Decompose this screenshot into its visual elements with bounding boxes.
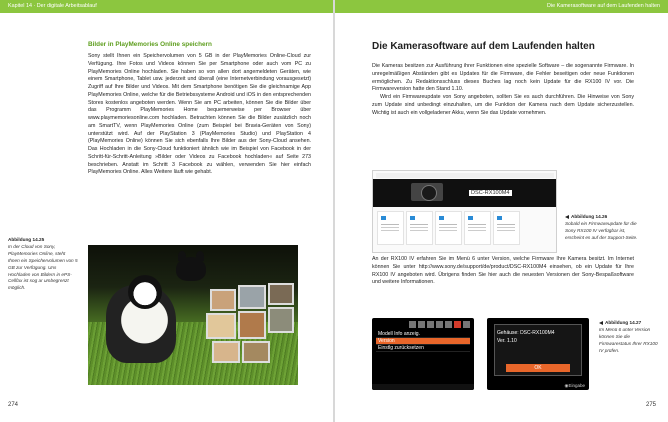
ok-button: OK bbox=[506, 364, 570, 372]
support-tile bbox=[377, 211, 404, 245]
menu-row: Einstlg zurücksetzen bbox=[376, 345, 470, 352]
left-header: Kapitel 14 · Der digitale Arbeitsablauf bbox=[0, 0, 333, 13]
caption-text: Sobald ein Firmwareupdate für die Sony RX100 IV verfügbar ist, erscheint es auf der Support-Seite. bbox=[565, 220, 638, 240]
version-model: Gehäuse: DSC-RX100M4 bbox=[497, 330, 555, 336]
camera-menu-screen bbox=[372, 318, 474, 390]
menu-tab-icon bbox=[445, 321, 452, 328]
photo-tile bbox=[268, 307, 294, 333]
right-body-intro bbox=[372, 63, 634, 117]
right-body-para1: Die Kameras besitzen zur Ausführung ihrer Funktionen eine spezielle Software – die sogenannte Firmware. In unregelmäßigen Abständen gibt es Updates für die Firmware, die Fehler beseitigen oder neue Funktionen ermöglichen. Zu Redaktionsschluss dieses Buches lag noch kein Update für die RX100 IV vor. Die Firmwareversion hatte den Stand 1.10. bbox=[372, 63, 634, 93]
caption-label: Abbildung 14.25 bbox=[8, 237, 45, 242]
menu-tab-icon bbox=[409, 321, 416, 328]
dog-photo bbox=[88, 245, 298, 385]
left-arrow-icon bbox=[599, 321, 603, 325]
support-tile bbox=[406, 211, 433, 245]
left-page bbox=[0, 0, 333, 422]
support-tile bbox=[435, 211, 462, 245]
camera-image bbox=[411, 183, 443, 201]
caption-text: In der Cloud von Sony, PlayMemories Online, steht Ihnen ein Speichervolumen von 5 GB zur Verfügung. Uns Hochladen von Bildern in ePS-Cellfax ist sog ar umbegrenzt möglich. bbox=[8, 243, 78, 291]
right-header: Die Kamerasoftware auf dem Laufenden halten bbox=[335, 0, 668, 13]
support-tile bbox=[493, 211, 520, 245]
menu-tab-icon bbox=[418, 321, 425, 328]
section-heading: Bilder in PlayMemories Online speichern bbox=[88, 41, 212, 48]
menu-row: Modell Info anzeig. bbox=[376, 331, 470, 338]
caption-text: Im Menü 6 unter Version können Sie die Firmwarestatus Ihrer RX100 IV prüfen. bbox=[599, 326, 658, 353]
caption-label-wrap bbox=[565, 214, 607, 219]
menu-tab-icon bbox=[427, 321, 434, 328]
white-dog-head bbox=[128, 275, 162, 309]
figure-caption-14-25 bbox=[8, 237, 78, 292]
camera-version-screen bbox=[487, 318, 589, 390]
version-number: Ver. 1.10 bbox=[497, 338, 517, 344]
photo-tile bbox=[212, 341, 240, 363]
menu-footer bbox=[372, 384, 474, 390]
photo-tile bbox=[210, 289, 236, 311]
photo-tile bbox=[238, 311, 266, 339]
support-tile bbox=[464, 211, 491, 245]
photo-tile bbox=[238, 285, 266, 309]
photo-tile bbox=[242, 341, 270, 363]
menu-rows bbox=[376, 331, 470, 352]
caption-label: Abbildung 14.27 bbox=[605, 320, 642, 325]
caption-label: Abbildung 14.26 bbox=[571, 214, 608, 219]
left-body-text: Sony stellt Ihnen ein Speichervolumen von 5 GB in der PlayMemories Online-Cloud zur Verfügung. Ihre Fotos und Videos können Sie per Smartphone oder auch vom PC zu PlayMemories Online hochladen. Sie haben so von allen dort angemeldeten Geräten, wie einem Smartphone, Tablet usw. jederzeit und überall (eine Internetverbindung vorausgesetzt) Zugriff auf Ihre Bilder und Videos. Mit dem Smartphone benötigen Sie die gleichnamige App PlayMemories Online, welche für die Betriebssysteme Android und iOS in den entsprechenden Stores kostenlos angeboten werden. Wenn Sie am PC arbeiten, können Sie die Bilder über das Programm PlayMemories Home bequemerweise per Browser über www.playmemoriesonline.com hochladen. Betrachten können Sie die Bilder zusätzlich noch am SmartTV, wenn PlayMemories Online (zum Beispiel bei Bravia-Geräten von Sony) unterstützt wird. Auf der PlayStation 3 (PlayMemories Studio) und PlayStation 4 (PlayMemories Online) können Sie sich ebenfalls Ihre Bilder aus der Sony-Cloud ansehen. Das Hochladen in die Sony-Cloud funktioniert ähnlich wie im Beispiel von Facebook in der Schritt-für-Schritt-Anleitung »Bilder oder Videos zu Facebook hochladen« auf Seite 273 beschrieben. Anstatt im Schritt 3 Facebook zu wählen, verwenden Sie hier einfach PlayMemories Online. Alles Weitere läuft wie gehabt. bbox=[88, 53, 311, 176]
right-page bbox=[335, 0, 668, 422]
sony-support-screenshot bbox=[372, 170, 557, 253]
menu-tab-icon-selected bbox=[454, 321, 461, 328]
page-number-left: 274 bbox=[8, 402, 19, 408]
caption-label-wrap bbox=[599, 320, 641, 325]
menu-row-selected: Version bbox=[376, 338, 470, 345]
site-nav bbox=[376, 173, 554, 178]
menu-tab-icon bbox=[463, 321, 470, 328]
page-number-right: 275 bbox=[645, 402, 656, 408]
right-body-para2: Wird ein Firmwareupdate von Sony angeboten, sollten Sie es auch durchführen. Die Hinweise von Sony zum Update sind unbedingt einzuhalten, um die Funktion der Kamera nach dem Update sicherzustellen. Wichtig ist auch ein vollgeladener Akku, wenn Sie das Update vornehmen. bbox=[372, 94, 634, 116]
black-dog bbox=[176, 257, 206, 281]
product-banner bbox=[373, 179, 556, 207]
menu-tab-icon bbox=[436, 321, 443, 328]
menu-tab-icons bbox=[376, 321, 470, 329]
left-arrow-icon bbox=[565, 215, 569, 219]
support-tiles bbox=[377, 211, 520, 245]
photo-tile bbox=[206, 313, 236, 339]
figure-caption-14-27 bbox=[599, 320, 659, 355]
photo-tile bbox=[268, 283, 294, 305]
chapter-section-title: Die Kamerasoftware auf dem Laufenden halten bbox=[372, 41, 595, 52]
right-body-version: An der RX100 IV erfahren Sie im Menü 6 unter Version, welche Firmware Ihre Kamera besitzt. Im Internet können Sie unter http://www.sony.de/support/de/product/DSC-RX100M4 einsehen, ob ein Update für Ihre RX100 IV angeboten wird. Übrigens finden Sie hier auch die neuesten Versionen der Sony-Bespaßsoftware und weitere Informationen. bbox=[372, 256, 634, 286]
figure-caption-14-26 bbox=[565, 214, 643, 242]
product-model: DSC-RX100M4 bbox=[471, 190, 510, 196]
enter-hint: ◉Eingabe bbox=[564, 383, 585, 388]
